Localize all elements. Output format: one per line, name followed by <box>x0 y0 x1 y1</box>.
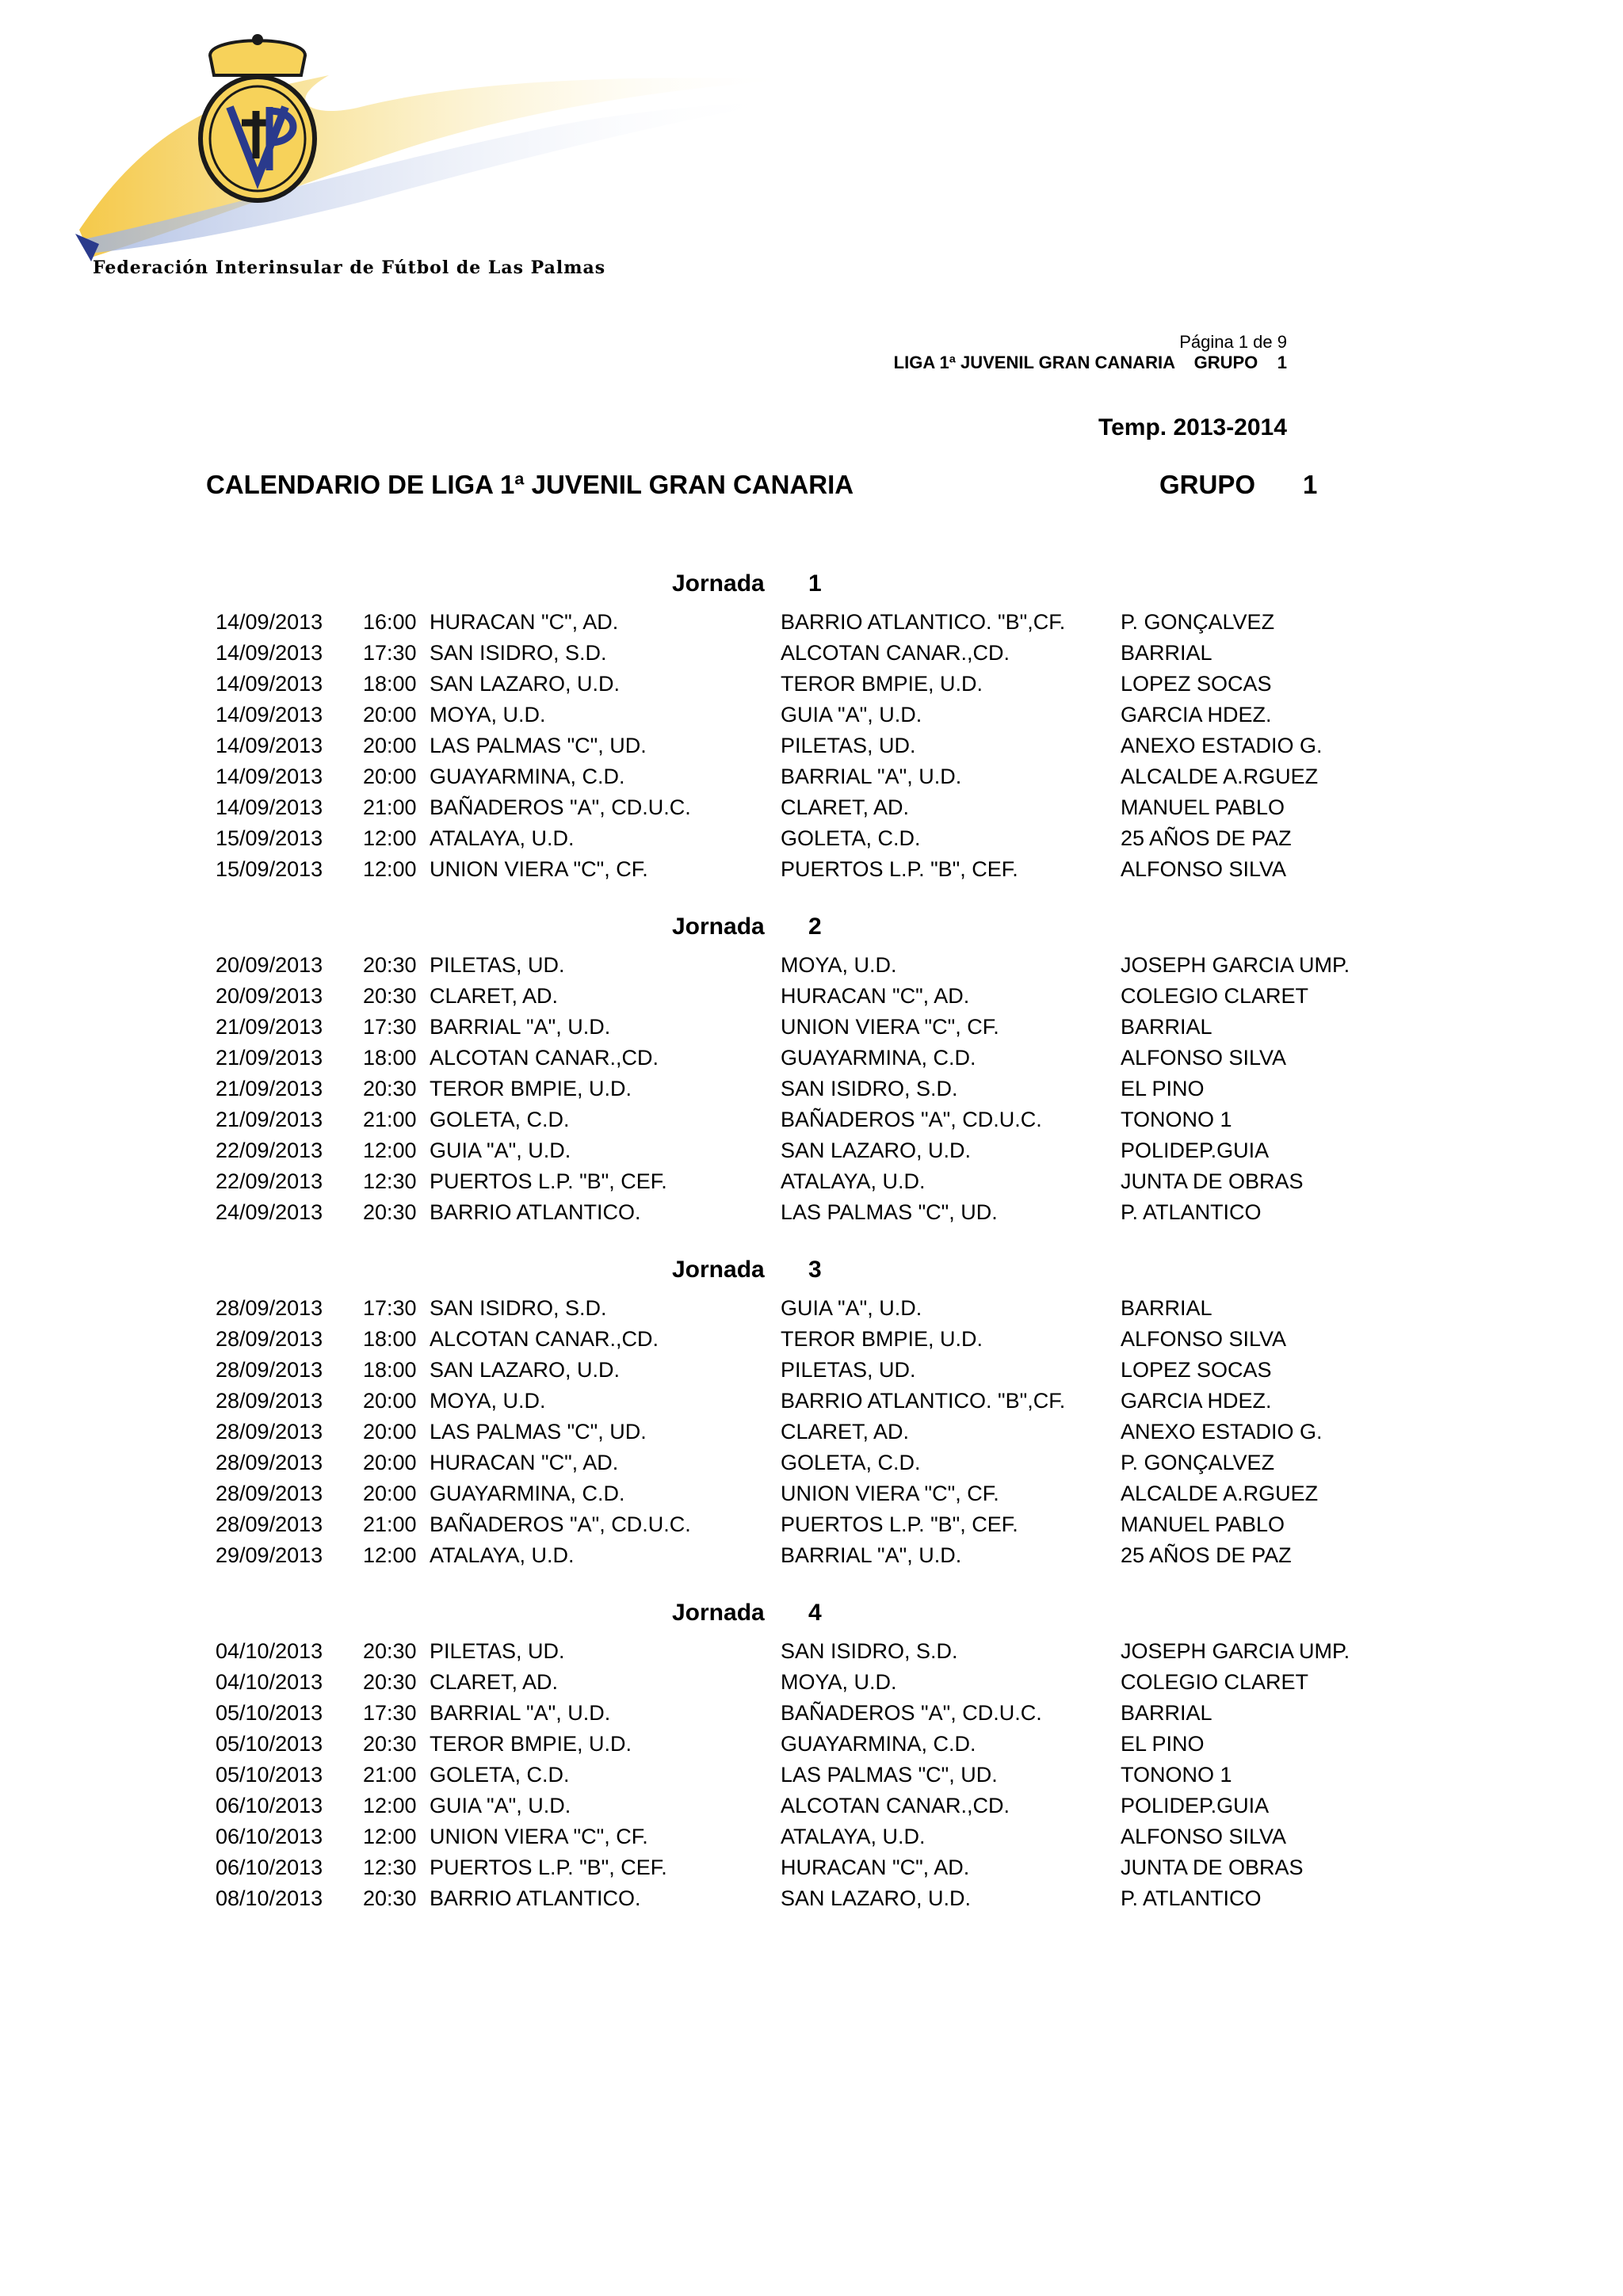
match-time: 20:30 <box>363 1639 417 1663</box>
match-venue: LOPEZ SOCAS <box>1121 1358 1272 1382</box>
match-date: 28/09/2013 <box>216 1358 323 1382</box>
home-team: ALCOTAN CANAR.,CD. <box>430 1046 659 1070</box>
page-title: CALENDARIO DE LIGA 1ª JUVENIL GRAN CANARIA <box>206 470 854 499</box>
match-row <box>0 1794 1623 1825</box>
match-time: 21:00 <box>363 1108 417 1131</box>
jornada-label: Jornada <box>672 1257 765 1283</box>
match-date: 05/10/2013 <box>216 1732 323 1756</box>
match-row <box>0 1138 1623 1169</box>
home-team: HURACAN "C", AD. <box>430 610 619 634</box>
match-date: 06/10/2013 <box>216 1794 323 1817</box>
match-row <box>0 641 1623 672</box>
match-date: 28/09/2013 <box>216 1512 323 1536</box>
match-row <box>0 984 1623 1015</box>
match-date: 14/09/2013 <box>216 765 323 788</box>
title-group-label: GRUPO <box>1159 470 1256 499</box>
jornada-heading <box>672 1257 822 1283</box>
away-team: CLARET, AD. <box>781 795 910 819</box>
home-team: SAN ISIDRO, S.D. <box>430 1296 607 1320</box>
match-date: 14/09/2013 <box>216 795 323 819</box>
match-date: 06/10/2013 <box>216 1825 323 1848</box>
match-row <box>0 857 1623 888</box>
home-team: TEROR BMPIE, U.D. <box>430 1077 632 1100</box>
match-venue: JOSEPH GARCIA UMP. <box>1121 953 1350 977</box>
match-time: 18:00 <box>363 1358 417 1382</box>
match-date: 14/09/2013 <box>216 610 323 634</box>
match-time: 20:00 <box>363 1482 417 1505</box>
jornada-label: Jornada <box>672 913 765 940</box>
match-venue: ALFONSO SILVA <box>1121 857 1287 881</box>
home-team: CLARET, AD. <box>430 1670 559 1694</box>
home-team: UNION VIERA "C", CF. <box>430 857 648 881</box>
match-date: 14/09/2013 <box>216 734 323 757</box>
match-row <box>0 1200 1623 1231</box>
match-row <box>0 826 1623 857</box>
match-venue: GARCIA HDEZ. <box>1121 703 1272 727</box>
match-row <box>0 1015 1623 1046</box>
match-time: 12:30 <box>363 1169 417 1193</box>
home-team: BARRIO ATLANTICO. <box>430 1200 641 1224</box>
match-row <box>0 703 1623 734</box>
match-venue: JOSEPH GARCIA UMP. <box>1121 1639 1350 1663</box>
title-group <box>1159 470 1317 500</box>
home-team: PUERTOS L.P. "B", CEF. <box>430 1169 667 1193</box>
federation-name: Federación Interinsular de Fútbol de Las Palmas <box>93 257 606 278</box>
match-venue: ALFONSO SILVA <box>1121 1046 1287 1070</box>
away-team: BARRIO ATLANTICO. "B",CF. <box>781 610 1066 634</box>
home-team: BAÑADEROS "A", CD.U.C. <box>430 795 691 819</box>
away-team: SAN LAZARO, U.D. <box>781 1138 972 1162</box>
league-label: LIGA 1ª JUVENIL GRAN CANARIA <box>893 353 1175 372</box>
match-date: 22/09/2013 <box>216 1169 323 1193</box>
match-venue: BARRIAL <box>1121 1701 1212 1725</box>
page-header-info <box>894 332 1287 373</box>
jornada-number: 3 <box>808 1257 822 1283</box>
match-time: 20:00 <box>363 765 417 788</box>
match-time: 20:00 <box>363 734 417 757</box>
match-venue: LOPEZ SOCAS <box>1121 672 1272 696</box>
match-row <box>0 1327 1623 1358</box>
match-time: 20:30 <box>363 1732 417 1756</box>
match-venue: P. ATLANTICO <box>1121 1886 1262 1910</box>
match-time: 18:00 <box>363 1327 417 1351</box>
home-team: LAS PALMAS "C", UD. <box>430 1420 647 1444</box>
away-team: BAÑADEROS "A", CD.U.C. <box>781 1701 1042 1725</box>
away-team: PUERTOS L.P. "B", CEF. <box>781 857 1018 881</box>
match-row <box>0 1732 1623 1763</box>
match-time: 17:30 <box>363 1015 417 1039</box>
home-team: SAN LAZARO, U.D. <box>430 1358 621 1382</box>
away-team: LAS PALMAS "C", UD. <box>781 1200 998 1224</box>
group-label: GRUPO <box>1193 353 1258 372</box>
home-team: GUAYARMINA, C.D. <box>430 765 625 788</box>
match-row <box>0 1046 1623 1077</box>
jornada-label: Jornada <box>672 570 765 597</box>
match-time: 20:30 <box>363 1670 417 1694</box>
away-team: HURACAN "C", AD. <box>781 984 970 1008</box>
match-date: 21/09/2013 <box>216 1108 323 1131</box>
home-team: GUIA "A", U.D. <box>430 1138 571 1162</box>
match-time: 21:00 <box>363 1512 417 1536</box>
match-time: 17:30 <box>363 1296 417 1320</box>
away-team: GUAYARMINA, C.D. <box>781 1046 976 1070</box>
match-row <box>0 1296 1623 1327</box>
match-time: 18:00 <box>363 672 417 696</box>
match-date: 21/09/2013 <box>216 1046 323 1070</box>
match-date: 15/09/2013 <box>216 857 323 881</box>
season-label: Temp. 2013-2014 <box>1098 414 1287 441</box>
match-venue: 25 AÑOS DE PAZ <box>1121 1543 1292 1567</box>
match-venue: BARRIAL <box>1121 1296 1212 1320</box>
away-team: LAS PALMAS "C", UD. <box>781 1763 998 1787</box>
home-team: BARRIAL "A", U.D. <box>430 1015 611 1039</box>
match-date: 28/09/2013 <box>216 1482 323 1505</box>
away-team: BARRIO ATLANTICO. "B",CF. <box>781 1389 1066 1413</box>
match-row <box>0 610 1623 641</box>
home-team: ALCOTAN CANAR.,CD. <box>430 1327 659 1351</box>
match-date: 14/09/2013 <box>216 703 323 727</box>
away-team: UNION VIERA "C", CF. <box>781 1015 999 1039</box>
match-date: 04/10/2013 <box>216 1670 323 1694</box>
match-row <box>0 1639 1623 1670</box>
match-venue: COLEGIO CLARET <box>1121 984 1309 1008</box>
match-row <box>0 1886 1623 1917</box>
away-team: SAN LAZARO, U.D. <box>781 1886 972 1910</box>
group-number: 1 <box>1277 353 1287 372</box>
match-time: 17:30 <box>363 641 417 665</box>
match-date: 05/10/2013 <box>216 1763 323 1787</box>
home-team: BAÑADEROS "A", CD.U.C. <box>430 1512 691 1536</box>
match-row <box>0 1451 1623 1482</box>
match-date: 06/10/2013 <box>216 1855 323 1879</box>
match-time: 12:00 <box>363 1138 417 1162</box>
match-date: 28/09/2013 <box>216 1327 323 1351</box>
match-date: 28/09/2013 <box>216 1296 323 1320</box>
away-team: CLARET, AD. <box>781 1420 910 1444</box>
match-time: 12:30 <box>363 1855 417 1879</box>
match-row <box>0 1420 1623 1451</box>
match-venue: ANEXO ESTADIO G. <box>1121 734 1323 757</box>
match-venue: GARCIA HDEZ. <box>1121 1389 1272 1413</box>
match-date: 15/09/2013 <box>216 826 323 850</box>
match-venue: MANUEL PABLO <box>1121 795 1285 819</box>
home-team: PILETAS, UD. <box>430 1639 565 1663</box>
home-team: LAS PALMAS "C", UD. <box>430 734 647 757</box>
home-team: BARRIAL "A", U.D. <box>430 1701 611 1725</box>
away-team: GOLETA, C.D. <box>781 1451 921 1474</box>
match-venue: ANEXO ESTADIO G. <box>1121 1420 1323 1444</box>
match-row <box>0 734 1623 765</box>
jornada-number: 4 <box>808 1600 822 1626</box>
match-date: 05/10/2013 <box>216 1701 323 1725</box>
match-date: 04/10/2013 <box>216 1639 323 1663</box>
match-date: 22/09/2013 <box>216 1138 323 1162</box>
away-team: MOYA, U.D. <box>781 953 897 977</box>
match-date: 20/09/2013 <box>216 953 323 977</box>
match-time: 21:00 <box>363 795 417 819</box>
away-team: ATALAYA, U.D. <box>781 1825 926 1848</box>
home-team: GUAYARMINA, C.D. <box>430 1482 625 1505</box>
home-team: MOYA, U.D. <box>430 703 546 727</box>
match-venue: JUNTA DE OBRAS <box>1121 1855 1304 1879</box>
match-venue: POLIDEP.GUIA <box>1121 1794 1270 1817</box>
match-date: 14/09/2013 <box>216 672 323 696</box>
jornada-number: 2 <box>808 913 822 940</box>
match-row <box>0 1701 1623 1732</box>
away-team: TEROR BMPIE, U.D. <box>781 672 983 696</box>
home-team: PILETAS, UD. <box>430 953 565 977</box>
match-date: 14/09/2013 <box>216 641 323 665</box>
home-team: SAN ISIDRO, S.D. <box>430 641 607 665</box>
match-row <box>0 953 1623 984</box>
away-team: SAN ISIDRO, S.D. <box>781 1639 958 1663</box>
away-team: PUERTOS L.P. "B", CEF. <box>781 1512 1018 1536</box>
home-team: SAN LAZARO, U.D. <box>430 672 621 696</box>
jornada-label: Jornada <box>672 1600 765 1626</box>
home-team: UNION VIERA "C", CF. <box>430 1825 648 1848</box>
away-team: GOLETA, C.D. <box>781 826 921 850</box>
match-venue: TONONO 1 <box>1121 1763 1232 1787</box>
match-row <box>0 1108 1623 1138</box>
away-team: GUIA "A", U.D. <box>781 1296 922 1320</box>
match-venue: P. GONÇALVEZ <box>1121 1451 1275 1474</box>
match-venue: BARRIAL <box>1121 1015 1212 1039</box>
home-team: CLARET, AD. <box>430 984 559 1008</box>
home-team: HURACAN "C", AD. <box>430 1451 619 1474</box>
match-time: 12:00 <box>363 826 417 850</box>
home-team: PUERTOS L.P. "B", CEF. <box>430 1855 667 1879</box>
match-venue: EL PINO <box>1121 1077 1205 1100</box>
match-date: 29/09/2013 <box>216 1543 323 1567</box>
match-time: 20:00 <box>363 1420 417 1444</box>
match-venue: ALCALDE A.RGUEZ <box>1121 765 1319 788</box>
match-date: 24/09/2013 <box>216 1200 323 1224</box>
away-team: GUAYARMINA, C.D. <box>781 1732 976 1756</box>
match-row <box>0 1358 1623 1389</box>
match-time: 20:00 <box>363 1389 417 1413</box>
away-team: BAÑADEROS "A", CD.U.C. <box>781 1108 1042 1131</box>
match-venue: JUNTA DE OBRAS <box>1121 1169 1304 1193</box>
match-date: 28/09/2013 <box>216 1389 323 1413</box>
league-group-line <box>894 353 1287 373</box>
match-row <box>0 1763 1623 1794</box>
away-team: MOYA, U.D. <box>781 1670 897 1694</box>
match-row <box>0 672 1623 703</box>
match-time: 12:00 <box>363 1825 417 1848</box>
home-team: BARRIO ATLANTICO. <box>430 1886 641 1910</box>
page-number: Página 1 de 9 <box>1179 332 1287 352</box>
match-time: 18:00 <box>363 1046 417 1070</box>
jornada-heading <box>672 570 822 597</box>
home-team: MOYA, U.D. <box>430 1389 546 1413</box>
match-time: 20:30 <box>363 953 417 977</box>
match-time: 20:30 <box>363 1886 417 1910</box>
match-venue: P. ATLANTICO <box>1121 1200 1262 1224</box>
match-venue: MANUEL PABLO <box>1121 1512 1285 1536</box>
match-row <box>0 1670 1623 1701</box>
jornada-heading <box>672 913 822 940</box>
match-date: 08/10/2013 <box>216 1886 323 1910</box>
match-time: 12:00 <box>363 1794 417 1817</box>
away-team: BARRIAL "A", U.D. <box>781 1543 962 1567</box>
jornada-number: 1 <box>808 570 822 597</box>
match-venue: EL PINO <box>1121 1732 1205 1756</box>
match-row <box>0 1169 1623 1200</box>
away-team: ALCOTAN CANAR.,CD. <box>781 641 1010 665</box>
home-team: ATALAYA, U.D. <box>430 1543 575 1567</box>
home-team: GOLETA, C.D. <box>430 1108 570 1131</box>
match-time: 21:00 <box>363 1763 417 1787</box>
match-venue: ALCALDE A.RGUEZ <box>1121 1482 1319 1505</box>
match-time: 16:00 <box>363 610 417 634</box>
match-venue: ALFONSO SILVA <box>1121 1825 1287 1848</box>
match-venue: 25 AÑOS DE PAZ <box>1121 826 1292 850</box>
match-row <box>0 1512 1623 1543</box>
match-date: 21/09/2013 <box>216 1015 323 1039</box>
match-venue: P. GONÇALVEZ <box>1121 610 1275 634</box>
match-date: 21/09/2013 <box>216 1077 323 1100</box>
away-team: HURACAN "C", AD. <box>781 1855 970 1879</box>
match-time: 20:00 <box>363 1451 417 1474</box>
match-time: 17:30 <box>363 1701 417 1725</box>
jornada-heading <box>672 1600 822 1627</box>
match-venue: TONONO 1 <box>1121 1108 1232 1131</box>
match-venue: ALFONSO SILVA <box>1121 1327 1287 1351</box>
match-time: 20:30 <box>363 1077 417 1100</box>
match-time: 20:00 <box>363 703 417 727</box>
away-team: ALCOTAN CANAR.,CD. <box>781 1794 1010 1817</box>
match-date: 20/09/2013 <box>216 984 323 1008</box>
match-row <box>0 1389 1623 1420</box>
home-team: GOLETA, C.D. <box>430 1763 570 1787</box>
match-row <box>0 1855 1623 1886</box>
match-row <box>0 1825 1623 1855</box>
match-row <box>0 795 1623 826</box>
home-team: TEROR BMPIE, U.D. <box>430 1732 632 1756</box>
match-venue: POLIDEP.GUIA <box>1121 1138 1270 1162</box>
match-date: 28/09/2013 <box>216 1451 323 1474</box>
match-date: 28/09/2013 <box>216 1420 323 1444</box>
federation-logo <box>75 32 804 269</box>
away-team: GUIA "A", U.D. <box>781 703 922 727</box>
away-team: BARRIAL "A", U.D. <box>781 765 962 788</box>
away-team: TEROR BMPIE, U.D. <box>781 1327 983 1351</box>
match-time: 20:30 <box>363 984 417 1008</box>
match-time: 12:00 <box>363 1543 417 1567</box>
match-row <box>0 1543 1623 1574</box>
away-team: UNION VIERA "C", CF. <box>781 1482 999 1505</box>
home-team: ATALAYA, U.D. <box>430 826 575 850</box>
home-team: GUIA "A", U.D. <box>430 1794 571 1817</box>
away-team: SAN ISIDRO, S.D. <box>781 1077 958 1100</box>
match-row <box>0 1077 1623 1108</box>
away-team: PILETAS, UD. <box>781 1358 916 1382</box>
away-team: ATALAYA, U.D. <box>781 1169 926 1193</box>
title-group-number: 1 <box>1303 470 1318 499</box>
match-row <box>0 1482 1623 1512</box>
match-time: 12:00 <box>363 857 417 881</box>
away-team: PILETAS, UD. <box>781 734 916 757</box>
match-venue: BARRIAL <box>1121 641 1212 665</box>
match-row <box>0 765 1623 795</box>
match-time: 20:30 <box>363 1200 417 1224</box>
match-venue: COLEGIO CLARET <box>1121 1670 1309 1694</box>
